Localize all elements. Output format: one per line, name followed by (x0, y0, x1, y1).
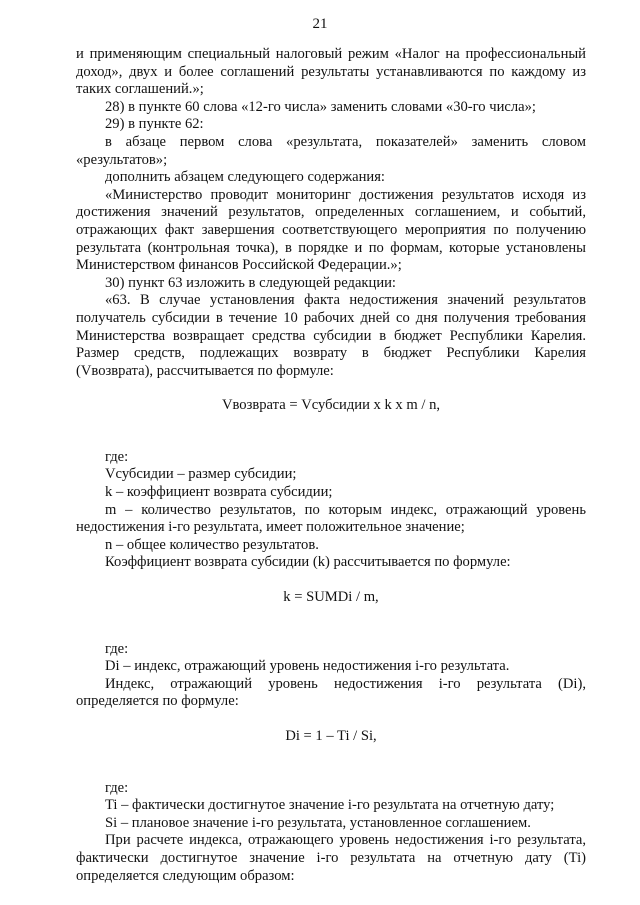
paragraph: 29) в пункте 62: (105, 116, 204, 133)
paragraph: где: (105, 640, 129, 657)
formula: Vвозврата = Vсубсидии x k x m / n, (221, 397, 441, 414)
formula: Di = 1 – Ti / Si, (285, 728, 377, 744)
paragraph: и применяющим специальный налоговый режим «Налог на профессиональный доход», двух и более соглашений результаты устанавливаются по каждому из таких соглашений.»; (76, 46, 586, 98)
paragraph: «63. В случае установления факта недостижения значений результатов получатель субсидии в течение 10 рабочих дней со дня получения требования Министерства возвращает средства субсидии в бюджет Республики Карелия. Размер средств, подлежащих возврату в бюджет Республики Карелия (Vвозврата), рассчитывается по формуле: (76, 292, 586, 379)
paragraph: в абзаце первом слова «результата, показателей» заменить словом «результатов»; (76, 133, 586, 168)
page-number: 21 (312, 16, 328, 32)
paragraph: n – общее количество результатов. (105, 536, 319, 553)
paragraph: Коэффициент возврата субсидии (k) рассчитывается по формуле: (105, 554, 511, 571)
paragraph: 28) в пункте 60 слова «12-го числа» заменить словами «30-го числа»; (105, 98, 536, 115)
paragraph: k – коэффициент возврата субсидии; (105, 484, 333, 501)
paragraph: где: (105, 779, 129, 796)
paragraph: Ti – фактически достигнутое значение i-го результата на отчетную дату; (105, 797, 555, 814)
paragraph: Vсубсидии – размер субсидии; (105, 466, 297, 483)
paragraph: Si – плановое значение i-го результата, установленное соглашением. (105, 814, 531, 831)
paragraph: дополнить абзацем следующего содержания: (105, 169, 385, 186)
paragraph: При расчете индекса, отражающего уровень недостижения i-го результата, фактически достигнутое значение i-го результата на отчетную дату (Ti) определяется следующим образом: (76, 832, 586, 884)
paragraph: Di – индекс, отражающий уровень недостижения i-го результата. (105, 658, 510, 675)
formula: k = SUMDi / m, (283, 589, 379, 606)
paragraph: 30) пункт 63 изложить в следующей редакции: (105, 274, 396, 291)
paragraph: где: (105, 448, 129, 465)
paragraph: m – количество результатов, по которым индекс, отражающий уровень недостижения i-го результата, имеет положительное значение; (76, 501, 586, 536)
paragraph: «Министерство проводит мониторинг достижения результатов исходя из достижения значений результатов, определенных соглашением, и событий, отражающих факт завершения соответствующего мероприятия по получению результата (контрольная точка), в порядке и по формам, которые установлены Министерством финансов Российской Федерации.»; (76, 186, 586, 274)
paragraph: Индекс, отражающий уровень недостижения i-го результата (Di), определяется по формуле: (76, 675, 586, 710)
document-body (76, 46, 586, 885)
